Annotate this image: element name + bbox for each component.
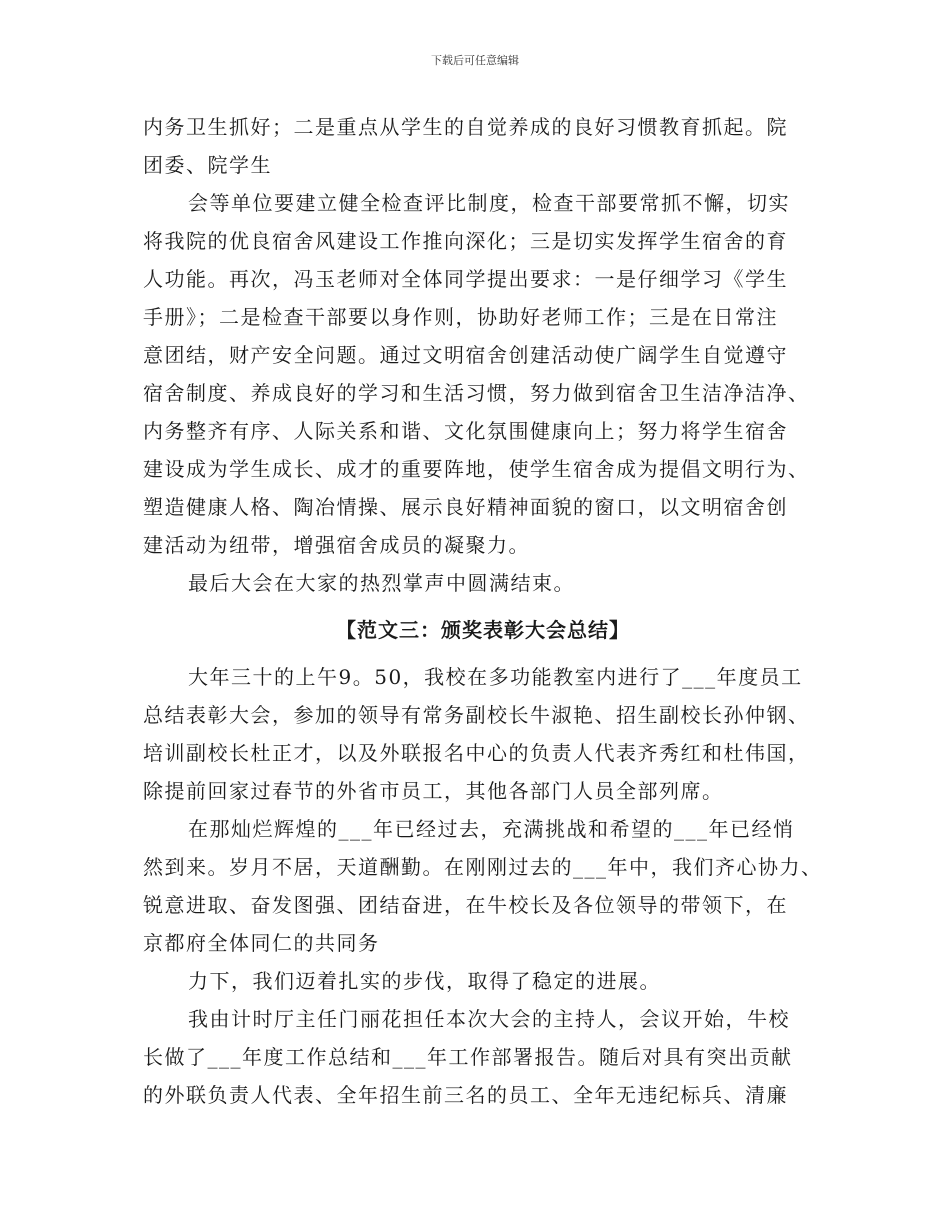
text-line: 内务整齐有序、人际关系和谐、文化氛围健康向上；努力将学生宿舍 bbox=[143, 419, 788, 443]
text-line: 人功能。再次，冯玉老师对全体同学提出要求：一是仔细学习《学生 bbox=[143, 267, 788, 291]
text-line: 团委、院学生 bbox=[143, 153, 272, 177]
text-line: 内务卫生抓好；二是重点从学生的自觉养成的良好习惯教育抓起。院 bbox=[143, 115, 788, 139]
document-body bbox=[143, 108, 823, 1114]
page-header: 下载后可任意编辑 bbox=[431, 54, 519, 67]
section-heading: 【范文三：颁奖表彰大会总结】 bbox=[336, 618, 630, 642]
text-line: 培训副校长杜正才，以及外联报名中心的负责人代表齐秀红和杜伟国， bbox=[143, 741, 810, 765]
text-line: 的外联负责人代表、全年招生前三名的员工、全年无违纪标兵、清廉 bbox=[143, 1083, 788, 1107]
text-line: 将我院的优良宿舍风建设工作推向深化；三是切实发挥学生宿舍的育 bbox=[143, 229, 788, 253]
text-line: 宿舍制度、养成良好的学习和生活习惯，努力做到宿舍卫生洁净洁净、 bbox=[143, 381, 810, 405]
paragraph-line: 我由计时厅主任门丽花担任本次大会的主持人，会议开始，牛校 bbox=[188, 1007, 790, 1031]
text-line: 总结表彰大会，参加的领导有常务副校长牛淑艳、招生副校长孙仲钢、 bbox=[143, 703, 810, 727]
text-line: 锐意进取、奋发图强、团结奋进，在牛校长及各位领导的带领下，在 bbox=[143, 893, 788, 917]
paragraph-line: 最后大会在大家的热烈掌声中圆满结束。 bbox=[188, 571, 575, 595]
paragraph-line: 大年三十的上午9。50，我校在多功能教室内进行了___年度员工 bbox=[188, 665, 803, 689]
text-line: 京都府全体同仁的共同务 bbox=[143, 931, 380, 955]
paragraph-line: 在那灿烂辉煌的___年已经过去，充满挑战和希望的___年已经悄 bbox=[188, 817, 795, 841]
text-line: 建设成为学生成长、成才的重要阵地，使学生宿舍成为提倡文明行为、 bbox=[143, 457, 810, 481]
text-line: 除提前回家过春节的外省市员工，其他各部门人员全部列席。 bbox=[143, 779, 724, 803]
text-line: 手册》；二是检查干部要以身作则，协助好老师工作；三是在日常注 bbox=[143, 305, 778, 329]
text-line: 然到来。岁月不居，天道酬勤。在刚刚过去的___年中，我们齐心协力、 bbox=[143, 855, 823, 879]
paragraph-line: 会等单位要建立健全检查评比制度，检查干部要常抓不懈，切实 bbox=[188, 191, 790, 215]
text-line: 意团结，财产安全问题。通过文明宿舍创建活动使广阔学生自觉遵守 bbox=[143, 343, 788, 367]
text-line: 建活动为纽带，增强宿舍成员的凝聚力。 bbox=[143, 533, 530, 557]
text-line: 塑造健康人格、陶冶情操、展示良好精神面貌的窗口，以文明宿舍创 bbox=[143, 495, 788, 519]
paragraph-line: 力下，我们迈着扎实的步伐，取得了稳定的进展。 bbox=[188, 969, 661, 993]
text-line: 长做了___年度工作总结和___年工作部署报告。随后对具有突出贡献 bbox=[143, 1045, 793, 1069]
